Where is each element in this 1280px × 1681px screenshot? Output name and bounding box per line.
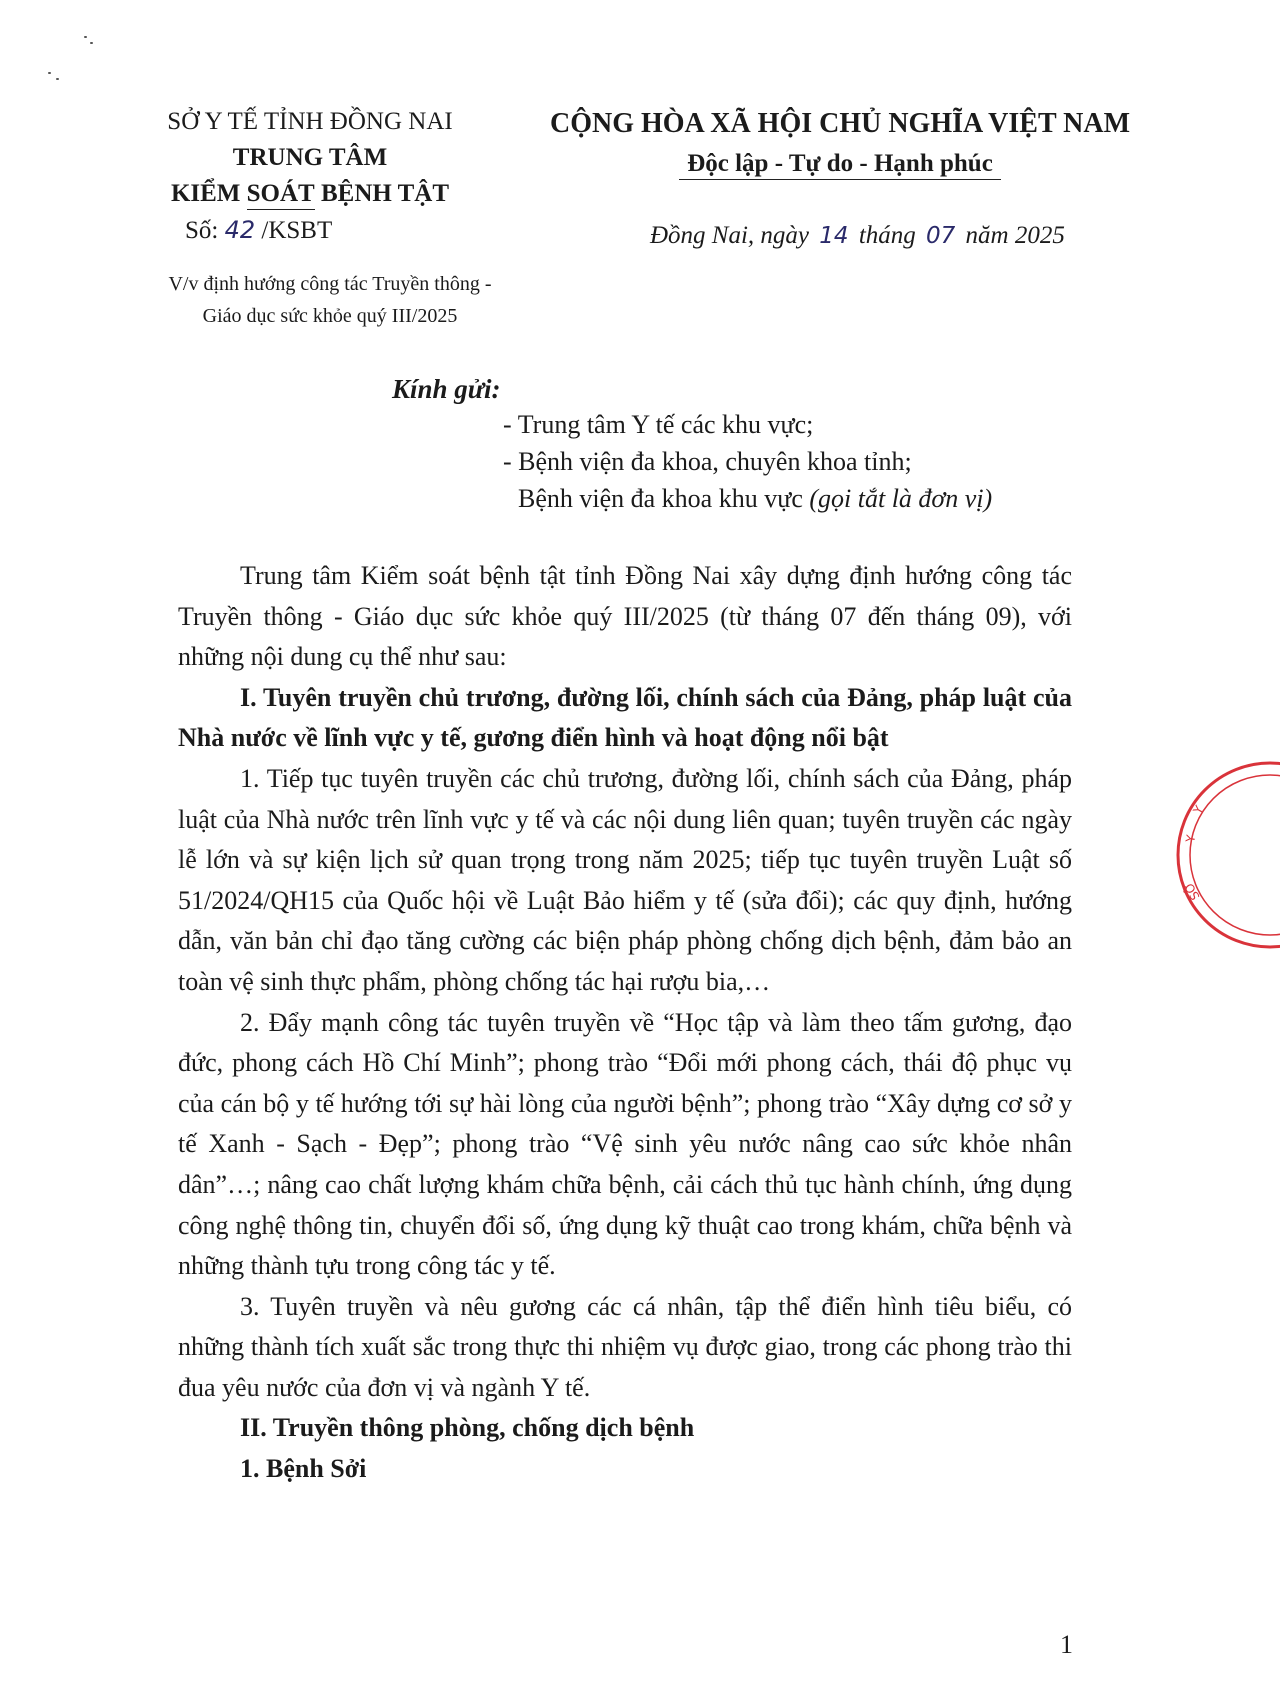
date-prefix: Đồng Nai, ngày: [650, 222, 810, 249]
scan-speck: [48, 72, 51, 74]
red-seal-stamp: [1160, 755, 1280, 955]
recipient-3: [518, 484, 992, 514]
scan-speck: [56, 78, 59, 80]
section-2-subheading-1: 1. Bệnh Sởi: [240, 1454, 367, 1484]
section-1-heading: I. Tuyên truyền chủ trương, đường lối, chính sách của Đảng, pháp luật của Nhà nước về lĩnh vực y tế, gương điển hình và hoạt động nổi bật: [178, 682, 1072, 753]
svg-text:Y: Y: [1183, 833, 1199, 844]
date-month-handwritten: 07: [926, 223, 956, 249]
national-title: CỘNG HÒA XÃ HỘI CHỦ NGHĨA VIỆT NAM: [549, 108, 1131, 139]
document-subject: [120, 268, 540, 332]
svg-text:SỞ: SỞ: [1181, 879, 1203, 903]
recipient-2: - Bệnh viện đa khoa, chuyên khoa tỉnh;: [503, 447, 912, 476]
document-body: [178, 556, 1072, 1490]
org-parent: SỞ Y TẾ TỈNH ĐỒNG NAI: [167, 108, 453, 135]
section-1-item-1: 1. Tiếp tục tuyên truyền các chủ trương, đường lối, chính sách của Đảng, pháp luật của Nhà nước trên lĩnh vực y tế và các nội dung liên quan; tuyên truyền các ngày lễ lớn và sự kiện lịch sử quan trọng trong năm 2025; tiếp tục tuyên truyền Luật số 51/2024/QH15 của Quốc hội về Luật Bảo hiểm y tế (sửa đổi); các quy định, hướng dẫn, văn bản chỉ đạo tăng cường các biện pháp phòng chống dịch bệnh, đảm bảo an toàn vệ sinh thực phẩm, phòng chống tác hại rượu bia,…: [178, 763, 1072, 996]
doc-number-label: Số:: [185, 217, 219, 244]
org-name-part: KIỂM: [170, 180, 247, 207]
scan-speck: [84, 36, 87, 38]
recipient-3-note: (gọi tắt là đơn vị): [809, 484, 993, 513]
date-year: năm 2025: [965, 222, 1065, 249]
org-name-underlined: SOÁT: [247, 179, 315, 210]
org-name-line-2: [120, 176, 500, 212]
document-number: [185, 216, 332, 245]
doc-number-handwritten: 42: [224, 216, 256, 244]
date-day-handwritten: 14: [819, 223, 849, 249]
subject-line-2: Giáo dục sức khỏe quý III/2025: [202, 305, 458, 327]
org-name-line-1: TRUNG TÂM: [232, 144, 388, 171]
date-month-label: tháng: [858, 222, 916, 249]
section-2-heading: II. Truyền thông phòng, chống dịch bệnh: [240, 1413, 695, 1443]
recipient-3-text: Bệnh viện đa khoa khu vực: [518, 484, 810, 513]
section-1-item-3: 3. Tuyên truyền và nêu gương các cá nhân, tập thể điển hình tiêu biểu, có những thành tích xuất sắc trong thực thi nhiệm vụ được giao, trong các phong trào thi đua yêu nước của đơn vị và ngành Y tế.: [178, 1291, 1072, 1402]
org-name-part: BỆNH TẬT: [314, 180, 450, 207]
section-1-item-2: 2. Đẩy mạnh công tác tuyên truyền về “Học tập và làm theo tấm gương, đạo đức, phong cách Hồ Chí Minh”; phong trào “Đổi mới phong cách, thái độ phục vụ của cán bộ y tế hướng tới sự hài lòng của người bệnh”; phong trào “Xây dựng cơ sở y tế Xanh - Sạch - Đẹp”; phong trào “Vệ sinh yêu nước nâng cao sức khỏe nhân dân”…; nâng cao chất lượng khám chữa bệnh, cải cách thủ tục hành chính, ứng dụng công nghệ thông tin, chuyển đổi số, ứng dụng kỹ thuật cao trong khám, chữa bệnh và những thành tựu trong công tác y tế.: [178, 1007, 1072, 1281]
issuing-organization: [120, 104, 500, 212]
recipient-1: - Trung tâm Y tế các khu vực;: [503, 410, 814, 439]
date-line: [650, 222, 1065, 250]
doc-number-suffix: /KSBT: [261, 217, 333, 244]
subject-line-1: V/v định hướng công tác Truyền thông -: [168, 273, 492, 295]
motto-text: Độc lập - Tự do - Hạnh phúc: [679, 150, 1001, 180]
scan-speck: [90, 42, 93, 44]
salutation-label: Kính gửi:: [392, 374, 501, 404]
svg-text:Y: Y: [1190, 803, 1207, 817]
national-motto: [530, 146, 1150, 182]
intro-paragraph: Trung tâm Kiểm soát bệnh tật tỉnh Đồng Nai xây dựng định hướng công tác Truyền thông - Giáo dục sức khỏe quý III/2025 (từ tháng 07 đến tháng 09), với những nội dung cụ thể như sau:: [178, 561, 1072, 672]
page-number: 1: [1060, 1630, 1073, 1659]
